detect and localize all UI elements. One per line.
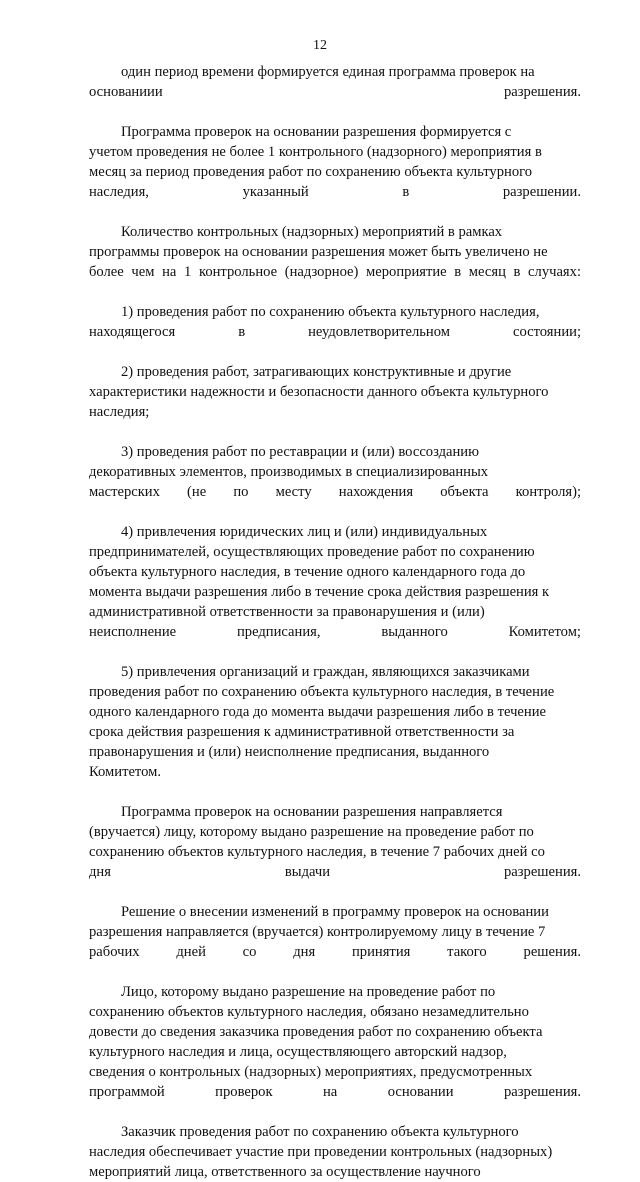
paragraph: Лицо, которому выдано разрешение на проведение работ по сохранению объектов культурного наследия, обязано незамедлительно довести до сведения заказчика проведения работ по сохранению объекта культурного наследия и лица, осуществляющего авторский надзор, сведения о контрольных (надзорных) мероприятиях, предусмотренных программой проверок на основании разрешения. xyxy=(89,984,581,1100)
paragraph: Программа проверок на основании разрешения направляется (вручается) лицу, которому выдано разрешение на проведение работ по сохранению объектов культурного наследия, в течение 7 рабочих дней со дня выдачи разрешения. xyxy=(89,804,581,880)
list-item: 2) проведения работ, затрагивающих конструктивные и другие характеристики надежности и безопасности данного объекта культурного наследия; xyxy=(89,364,549,420)
paragraph: Программа проверок на основании разрешения формируется с учетом проведения не более 1 контрольного (надзорного) мероприятия в месяц за период проведения работ по сохранению объекта культурного наследия, указанный в разрешении. xyxy=(89,124,581,200)
page-number: 12 xyxy=(313,38,327,53)
list-item: 5) привлечения организаций и граждан, являющихся заказчиками проведения работ по сохранению объекта культурного наследия, в течение одного календарного года до момента выдачи разрешения либо в течение срока действия разрешения к административной ответственности за правонарушения и (или) неисполнение предписания, выданного Комитетом. xyxy=(89,664,555,780)
document-body xyxy=(89,62,581,1182)
paragraph: Количество контрольных (надзорных) мероприятий в рамках программы проверок на основании разрешения может быть увеличено не более чем на 1 контрольное (надзорное) мероприятие в месяц в случаях: xyxy=(89,224,581,280)
paragraph: Заказчик проведения работ по сохранению объекта культурного наследия обеспечивает участие при проведении контрольных (надзорных) мероприятий лица, ответственного за осуществление научного xyxy=(89,1124,553,1180)
list-item: 4) привлечения юридических лиц и (или) индивидуальных предпринимателей, осуществляющих проведение работ по сохранению объекта культурного наследия, в течение одного календарного года до момента выдачи разрешения либо в течение срока действия разрешения к административной ответственности за правонарушения и (или) неисполнение предписания, выданного Комитетом; xyxy=(89,524,581,640)
list-item: 1) проведения работ по сохранению объекта культурного наследия, находящегося в неудовлетворительном состоянии; xyxy=(89,304,581,340)
paragraph: Решение о внесении изменений в программу проверок на основании разрешения направляется (вручается) контролируемому лицу в течение 7 рабочих дней со дня принятия такого решения. xyxy=(89,904,581,960)
list-item: 3) проведения работ по реставрации и (или) воссозданию декоративных элементов, производимых в специализированных мастерских (не по месту нахождения объекта контроля); xyxy=(89,444,581,500)
paragraph: один период времени формируется единая программа проверок на основаниии разрешения. xyxy=(89,64,581,100)
